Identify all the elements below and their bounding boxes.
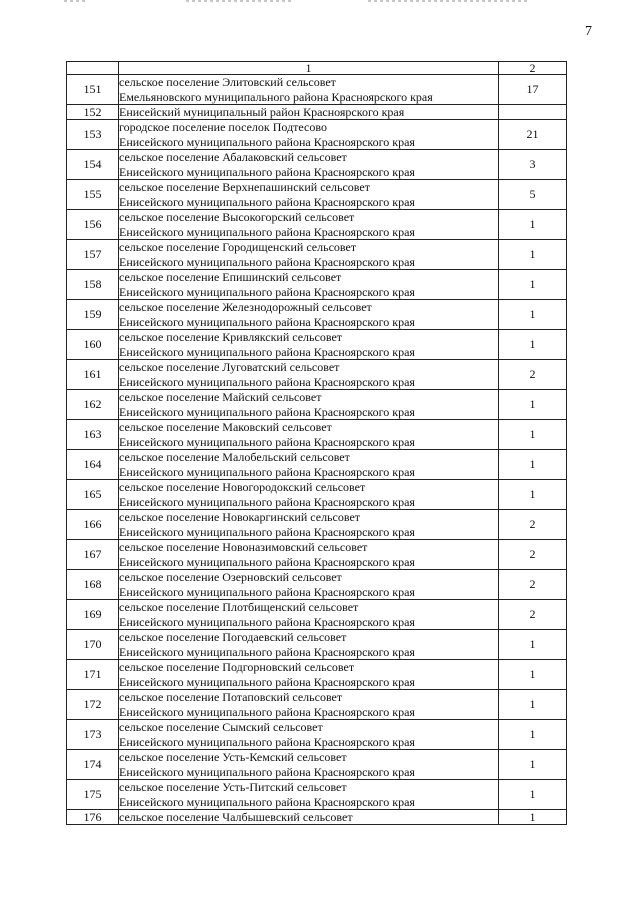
scan-artifact-center	[186, 0, 294, 2]
municipality-name	[119, 75, 499, 105]
name-line: Енисейского муниципального района Красноярского края	[119, 494, 415, 509]
row-value: 1	[499, 780, 567, 810]
row-number: 159	[67, 300, 119, 330]
municipality-name	[119, 420, 499, 450]
row-value: 17	[499, 75, 567, 105]
name-line: Енисейский муниципальный район Красноярского края	[119, 105, 405, 119]
row-value: 1	[499, 270, 567, 300]
scan-artifact-left	[64, 0, 86, 2]
name-line: Енисейского муниципального района Красноярского края	[119, 134, 415, 149]
table-row	[67, 750, 567, 780]
page-number: 7	[585, 24, 592, 39]
row-number: 164	[67, 450, 119, 480]
row-value: 1	[499, 450, 567, 480]
name-line: сельское поселение Усть-Кемский сельсовет	[119, 750, 347, 764]
municipality-name	[119, 240, 499, 270]
name-line: сельское поселение Сымский сельсовет	[119, 720, 323, 734]
name-line: сельское поселение Кривлякский сельсовет	[119, 330, 343, 344]
municipality-name	[119, 180, 499, 210]
row-value: 2	[499, 360, 567, 390]
table-body	[67, 62, 567, 825]
scan-artifact-right	[368, 0, 528, 2]
name-line: сельское поселение Луговатский сельсовет	[119, 360, 340, 374]
row-value: 1	[499, 630, 567, 660]
name-line: Енисейского муниципального района Красноярского края	[119, 194, 415, 209]
municipality-name	[119, 780, 499, 810]
header-cell-value: 2	[499, 62, 567, 75]
name-line: сельское поселение Маковский сельсовет	[119, 420, 332, 434]
header-cell-name: 1	[119, 62, 499, 75]
name-line: сельское поселение Подгорновский сельсовет	[119, 660, 355, 674]
name-line: сельское поселение Малобельский сельсовет	[119, 450, 350, 464]
row-number: 160	[67, 330, 119, 360]
name-line: Енисейского муниципального района Красноярского края	[119, 614, 415, 629]
table-row	[67, 660, 567, 690]
municipality-name	[119, 105, 499, 120]
row-number: 165	[67, 480, 119, 510]
row-number: 167	[67, 540, 119, 570]
table-row	[67, 630, 567, 660]
table-row	[67, 300, 567, 330]
name-line: Енисейского муниципального района Красноярского края	[119, 374, 415, 389]
municipality-name	[119, 690, 499, 720]
row-value: 1	[499, 810, 567, 825]
row-value: 2	[499, 600, 567, 630]
row-value: 2	[499, 510, 567, 540]
municipality-name	[119, 480, 499, 510]
row-number: 175	[67, 780, 119, 810]
row-value: 3	[499, 150, 567, 180]
row-value: 1	[499, 660, 567, 690]
row-number: 152	[67, 105, 119, 120]
row-number: 176	[67, 810, 119, 825]
row-value: 1	[499, 480, 567, 510]
name-line: сельское поселение Усть-Питский сельсовет	[119, 780, 347, 794]
municipality-name	[119, 390, 499, 420]
row-number: 172	[67, 690, 119, 720]
name-line: Енисейского муниципального района Красноярского края	[119, 794, 415, 809]
name-line: Емельяновского муниципального района Красноярского края	[119, 89, 433, 104]
row-value: 1	[499, 330, 567, 360]
name-line: Енисейского муниципального района Красноярского края	[119, 524, 415, 539]
row-value: 2	[499, 540, 567, 570]
table-row	[67, 105, 567, 120]
row-value: 1	[499, 300, 567, 330]
row-value: 2	[499, 570, 567, 600]
name-line: Енисейского муниципального района Красноярского края	[119, 224, 415, 239]
table-row	[67, 690, 567, 720]
municipality-name	[119, 360, 499, 390]
name-line: Енисейского муниципального района Красноярского края	[119, 464, 415, 479]
table-row	[67, 330, 567, 360]
row-number: 157	[67, 240, 119, 270]
name-line: Енисейского муниципального района Красноярского края	[119, 254, 415, 269]
name-line: Енисейского муниципального района Красноярского края	[119, 674, 415, 689]
table-row	[67, 540, 567, 570]
municipality-name	[119, 660, 499, 690]
name-line: Енисейского муниципального района Красноярского края	[119, 704, 415, 719]
table-row	[67, 570, 567, 600]
row-number: 169	[67, 600, 119, 630]
table-row	[67, 780, 567, 810]
row-number: 168	[67, 570, 119, 600]
municipality-name	[119, 330, 499, 360]
name-line: сельское поселение Потаповский сельсовет	[119, 690, 343, 704]
table-row	[67, 720, 567, 750]
row-value: 1	[499, 420, 567, 450]
table-row	[67, 120, 567, 150]
table-row	[67, 180, 567, 210]
name-line: сельское поселение Городищенский сельсовет	[119, 240, 357, 254]
name-line: Енисейского муниципального района Красноярского края	[119, 644, 415, 659]
municipality-name	[119, 600, 499, 630]
municipality-name	[119, 570, 499, 600]
row-number: 170	[67, 630, 119, 660]
row-number: 162	[67, 390, 119, 420]
row-value: 1	[499, 750, 567, 780]
row-number: 161	[67, 360, 119, 390]
name-line: сельское поселение Абалаковский сельсовет	[119, 150, 347, 164]
municipality-name	[119, 810, 499, 825]
row-value: 21	[499, 120, 567, 150]
name-line: Енисейского муниципального района Красноярского края	[119, 404, 415, 419]
name-line: сельское поселение Майский сельсовет	[119, 390, 322, 404]
row-number: 174	[67, 750, 119, 780]
row-value: 1	[499, 390, 567, 420]
row-value: 1	[499, 690, 567, 720]
table-row	[67, 510, 567, 540]
name-line: сельское поселение Новогородокский сельсовет	[119, 480, 366, 494]
name-line: сельское поселение Плотбищенский сельсовет	[119, 600, 359, 614]
table-row	[67, 270, 567, 300]
row-number: 158	[67, 270, 119, 300]
name-line: Енисейского муниципального района Красноярского края	[119, 284, 415, 299]
name-line: сельское поселение Озерновский сельсовет	[119, 570, 342, 584]
name-line: Енисейского муниципального района Красноярского края	[119, 734, 415, 749]
row-value	[499, 105, 567, 120]
municipality-name	[119, 630, 499, 660]
name-line: Енисейского муниципального района Красноярского края	[119, 434, 415, 449]
row-number: 163	[67, 420, 119, 450]
name-line: Енисейского муниципального района Красноярского края	[119, 764, 415, 779]
row-number: 151	[67, 75, 119, 105]
municipality-name	[119, 510, 499, 540]
name-line: Енисейского муниципального района Красноярского края	[119, 584, 415, 599]
municipality-name	[119, 210, 499, 240]
row-number: 154	[67, 150, 119, 180]
name-line: городское поселение поселок Подтесово	[119, 120, 327, 134]
row-number: 156	[67, 210, 119, 240]
municipality-name	[119, 300, 499, 330]
row-value: 1	[499, 720, 567, 750]
row-value: 5	[499, 180, 567, 210]
name-line: сельское поселение Железнодорожный сельсовет	[119, 300, 372, 314]
name-line: Енисейского муниципального района Красноярского края	[119, 554, 415, 569]
table-row	[67, 210, 567, 240]
row-number: 173	[67, 720, 119, 750]
table-row	[67, 75, 567, 105]
municipalities-table	[66, 61, 567, 825]
header-cell-number	[67, 62, 119, 75]
name-line: сельское поселение Погодаевский сельсовет	[119, 630, 347, 644]
row-number: 166	[67, 510, 119, 540]
row-number: 155	[67, 180, 119, 210]
name-line: Енисейского муниципального района Красноярского края	[119, 164, 415, 179]
row-number: 153	[67, 120, 119, 150]
municipality-name	[119, 720, 499, 750]
table-row	[67, 480, 567, 510]
name-line: сельское поселение Епишинский сельсовет	[119, 270, 342, 284]
row-number: 171	[67, 660, 119, 690]
name-line: Енисейского муниципального района Красноярского края	[119, 344, 415, 359]
name-line: сельское поселение Чалбышевский сельсовет	[119, 810, 353, 824]
municipality-name	[119, 150, 499, 180]
municipality-name	[119, 540, 499, 570]
table-row	[67, 240, 567, 270]
municipality-name	[119, 750, 499, 780]
municipality-name	[119, 120, 499, 150]
municipality-name	[119, 450, 499, 480]
name-line: сельское поселение Верхнепашинский сельсовет	[119, 180, 370, 194]
table-row	[67, 450, 567, 480]
table-row	[67, 420, 567, 450]
table-row	[67, 810, 567, 825]
name-line: Енисейского муниципального района Красноярского края	[119, 314, 415, 329]
name-line: сельское поселение Высокогорский сельсовет	[119, 210, 355, 224]
table-row	[67, 360, 567, 390]
municipality-name	[119, 270, 499, 300]
name-line: сельское поселение Новокаргинский сельсовет	[119, 510, 361, 524]
table-row	[67, 600, 567, 630]
table-header-row	[67, 62, 567, 75]
table-row	[67, 150, 567, 180]
name-line: сельское поселение Элитовский сельсовет	[119, 75, 336, 89]
row-value: 1	[499, 210, 567, 240]
row-value: 1	[499, 240, 567, 270]
table-row	[67, 390, 567, 420]
name-line: сельское поселение Новоназимовский сельсовет	[119, 540, 368, 554]
